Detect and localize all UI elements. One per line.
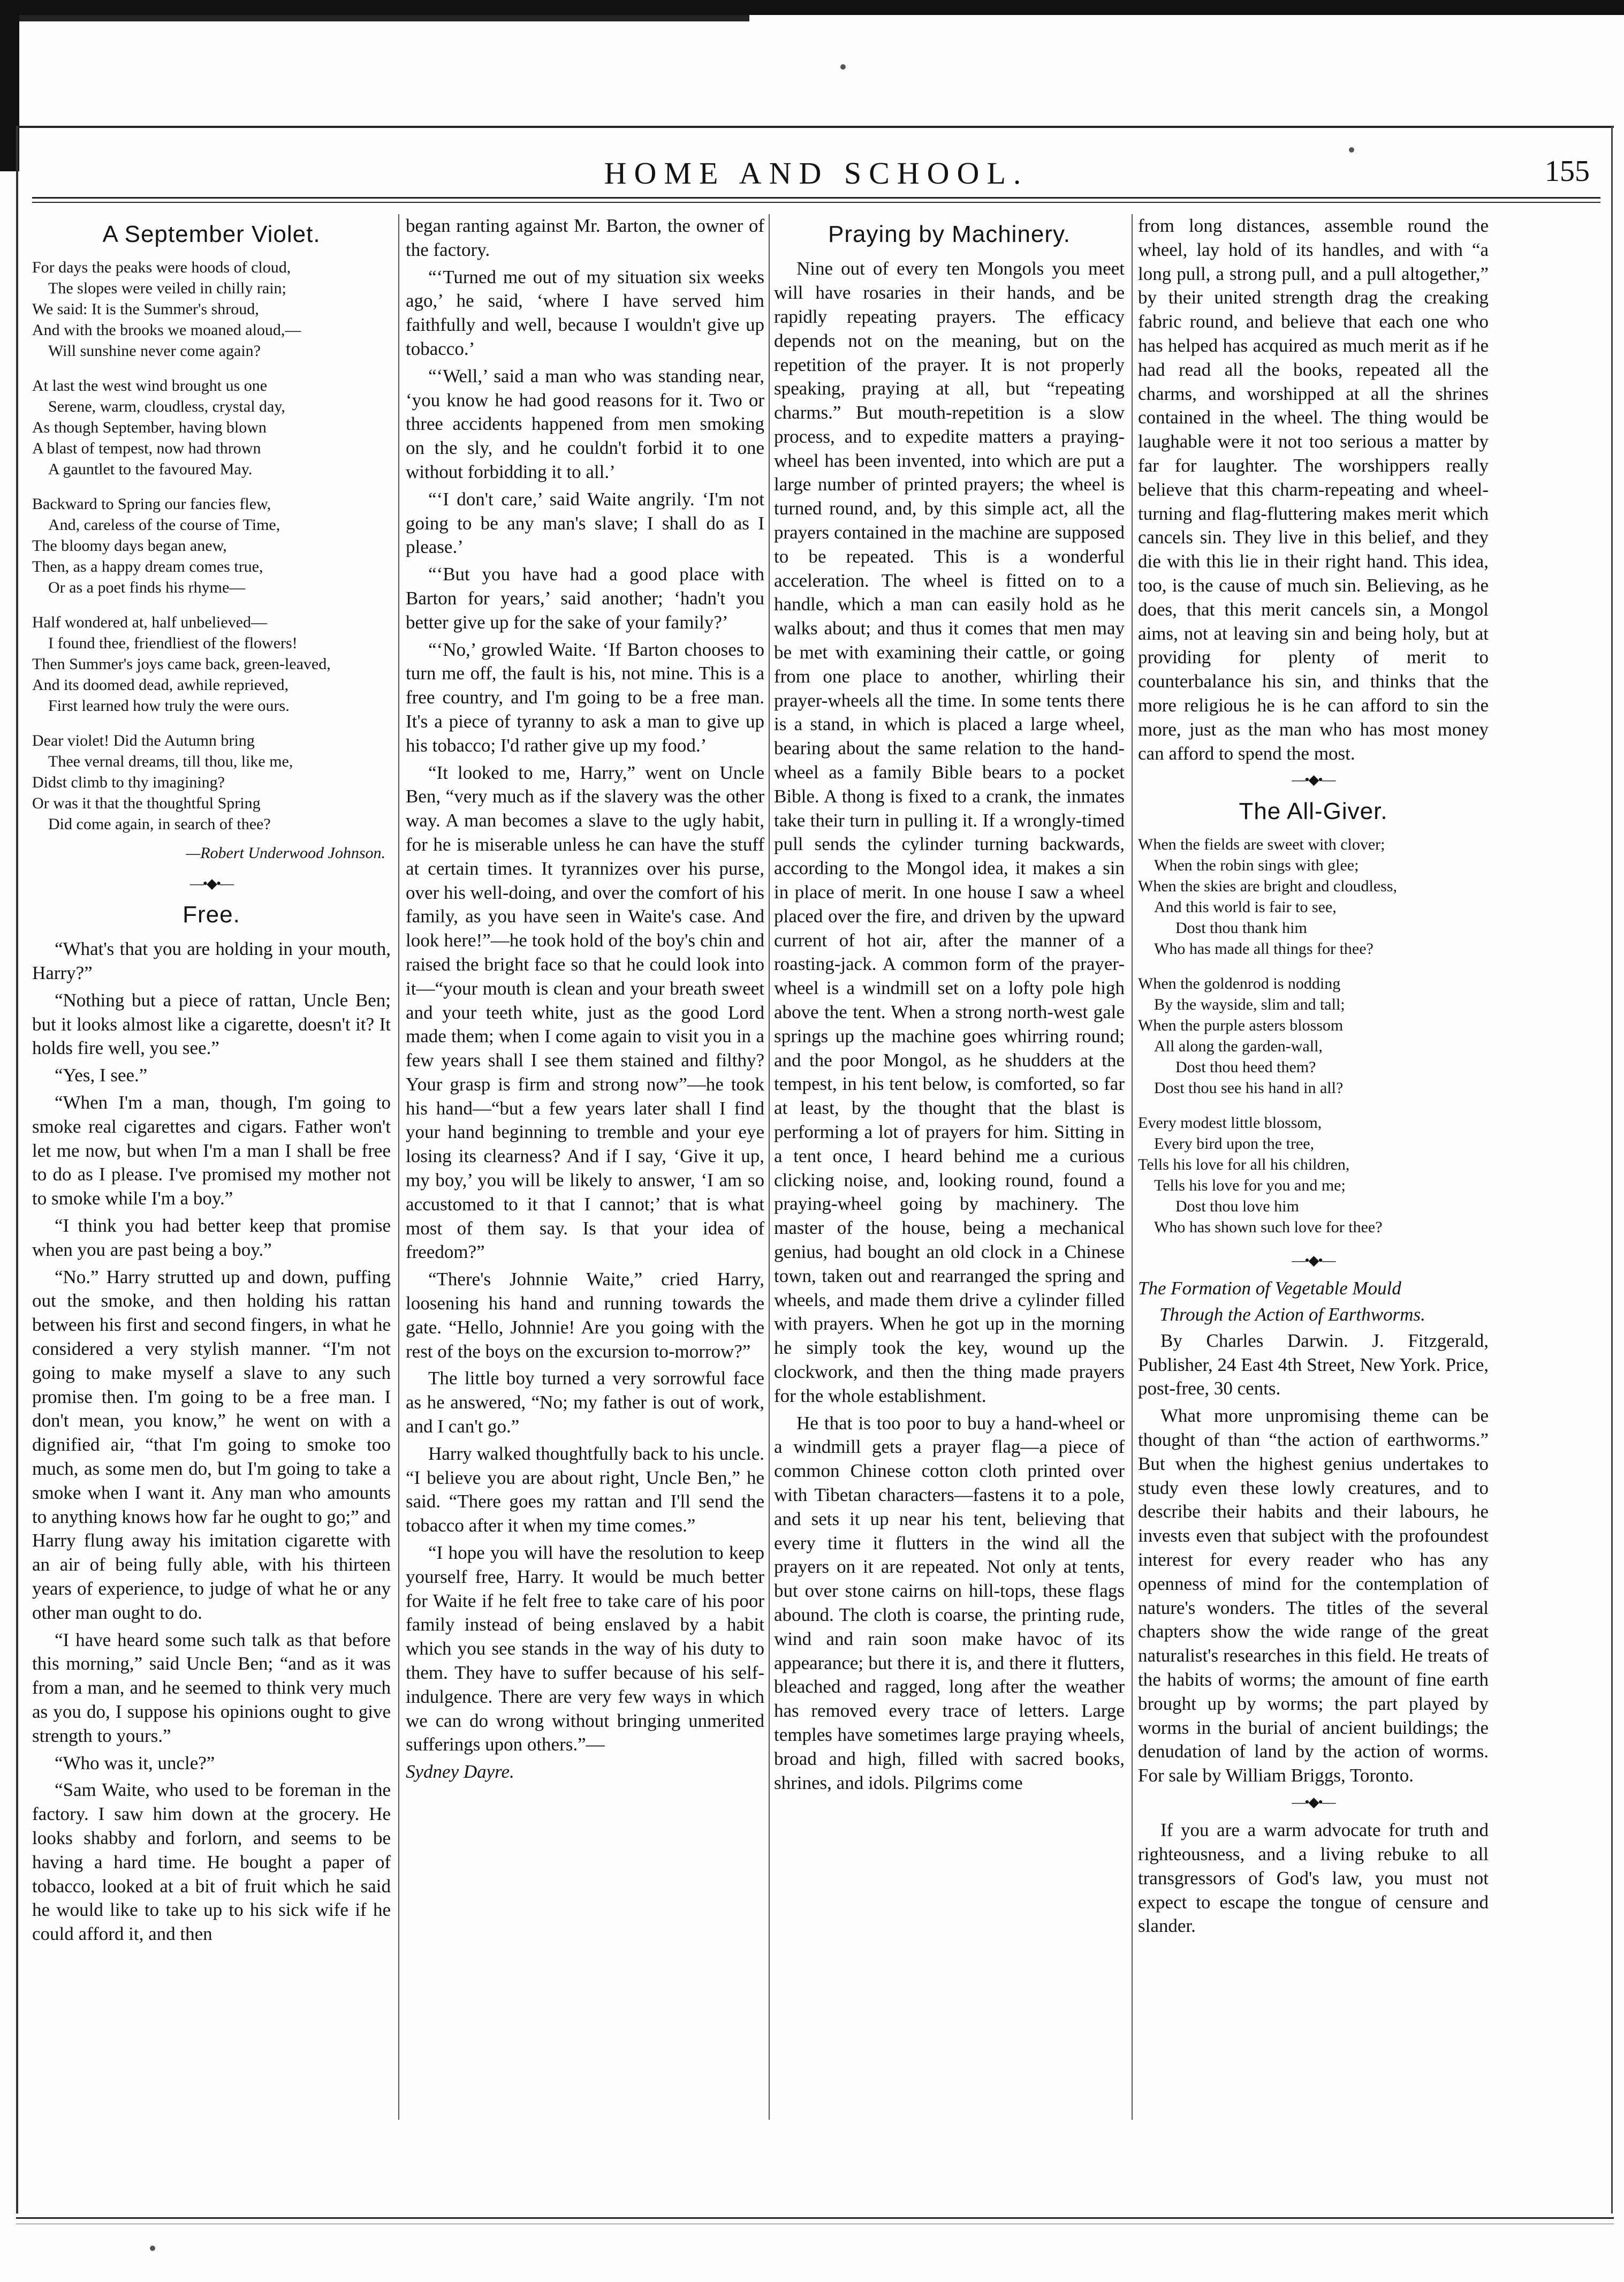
paragraph: “I hope you will have the resolution to keep yourself free, Harry. It would be much better for Waite if he felt free to take care of his poor family instead of being enslaved by a habit which you see stands in the way of his duty to them. They have to suffer because of his self-indulgence. There are very few ways in which we can do wrong without bringing unmerited sufferings upon others.”— (406, 1542, 764, 1755)
poem-line: Tells his love for all his children, (1138, 1155, 1350, 1173)
scan-speck (150, 2246, 155, 2251)
paragraph: “Who was it, uncle?” (55, 1752, 215, 1773)
poem-line: Every modest little blossom, (1138, 1113, 1322, 1132)
poem-line: As though September, having blown (32, 419, 267, 437)
poem-line: We said: It is the Summer's shroud, (32, 300, 259, 319)
paragraph: Nine out of every ten Mongols you meet will have rosaries in their hands, and be rapidly repeating prayers. The efficacy depends not on the meaning, but on the repetition of the prayer. It is not properly speaking, praying at all, but “repeating charms.” But mouth-repetition is a slow process, and to expedite matters a praying-wheel has been invented, into which are put a large number of printed prayers; the wheel is turned round, and, by this simple act, all the prayers contained in the machine are supposed to be repeated. This is a wonderful acceleration. The wheel is fitted on to a handle, which a man can easily hold as he walks about; and thus it comes that men may be met with examining their cattle, or going from one place to another, whirling their prayer-wheels all the time. In some tents there is a stand, in which is placed a large wheel, bearing about the same relation to the hand-wheel as a family Bible bears to a pocket Bible. A thong is fixed to a crank, the inmates take their turn in pulling it. If a wrongly-timed pull sends the cylinder turning backwards, according to the Mongol idea, it makes a sin in place of merit. In one house I saw a wheel placed over the fire, and driven by the upward current of hot air, after the manner of a roasting-jack. A common form of the prayer-wheel is a windmill set on a lofty pole high above the tent. When a strong north-west gale springs up the machine goes whirring round; and the poor Mongol, as he shudders at the tempest, in his tent below, is comforted, so far at least, by the thought that the blast is performing a lot of prayers for him. Sitting in a tent once, I heard behind me a curious clicking noise, and, looking round, found a praying-wheel going by machinery. The master of the house, being a mechanical genius, had bought an old clock in a Chinese town, taken out and rearranged the spring and wheels, and made them drive a cylinder filled with prayers. When he got up in the morning he simply took the key, wound up the clockwork, and then the thing made prayers for the whole establishment. (774, 258, 1125, 1406)
poem-line: And this world is fair to see, (1154, 898, 1337, 916)
paragraph: “‘Turned me out of my situation six weeks ago,’ he said, ‘where I have served him faithfully and well, because I wouldn't give up tobacco.’ (406, 266, 764, 359)
poem-title: The All-Giver. (1239, 798, 1388, 824)
page-frame-left (16, 126, 18, 2213)
paragraph: Harry walked thoughtfully back to his uncle. “I believe you are about right, Uncle Ben,” he said. “There goes my rattan and I'll send the tobacco after it when my time comes.” (406, 1443, 764, 1536)
paragraph: “‘No,’ growled Waite. ‘If Barton chooses to turn me off, the fault is his, not mine. This is a free country, and I'm going to be a free man. It's a piece of tyranny to ask a man to give up his tobacco; I'd rather give up my food.’ (406, 639, 764, 756)
paragraph: “No.” Harry strutted up and down, puffing out the smoke, and then holding his rattan between his first and second fingers, in what he considered a very stylish manner. “I'm not going to make myself a slave to any such promise then. I'm going to be a free man. I don't mean, you know,” he went on with a dignified air, “that I'm going to smoke too much, as some men do, but I'm going to take a smoke when I want it. Any man who amounts to anything knows how far he ought to go;” and Harry flung away his imitation cigarette with an air of being fully able, with his thirteen years of experience, to judge of what he or any other man ought to do. (32, 1266, 391, 1623)
scan-top-edge-shadow (0, 15, 749, 21)
story-byline: Sydney Dayre. (406, 1761, 514, 1783)
column-divider (769, 214, 770, 2120)
paragraph: He that is too poor to buy a hand-wheel or a windmill gets a prayer flag—a piece of common Chinese cotton cloth printed over with Tibetan characters—fastens it to a pole, and sets it up near his tent, believing that every time it flutters in the wind all the prayers on it are repeated. Not only at tents, but over stone cairns on hill-tops, these flags abound. The cloth is coarse, the printing rude, wind and rain soon make havoc of its appearance; but there it is, and there it flutters, bleached and ragged, long after the weather has removed every trace of letters. Large temples have sometimes large praying wheels, broad and high, filled with sacred books, shrines, and idols. Pilgrims come (774, 1412, 1125, 1793)
column-3 (774, 214, 1125, 1798)
scan-speck (1349, 147, 1354, 153)
paragraph: “Yes, I see.” (55, 1065, 148, 1086)
paragraph: “‘Well,’ said a man who was standing near, ‘you know he had good reasons for it. Two or three accidents happened from men smoking on the sly, and he couldn't forbid it to one without forbidding it to all.’ (406, 365, 764, 482)
poem-line: A gauntlet to the favoured May. (48, 460, 253, 479)
page-number: 155 (1545, 155, 1590, 188)
poem-line: Did come again, in search of thee? (48, 815, 271, 833)
running-title: HOME AND SCHOOL. (604, 156, 1029, 191)
column-divider (398, 214, 399, 2120)
poem-line: All along the garden-wall, (1154, 1037, 1323, 1055)
paragraph: “It looked to me, Harry,” went on Uncle Ben, “very much as if the slavery was the other way. A man becomes a slave to the ugly habit, for he is miserable unless he can have the stuff at certain times. It tyrannizes over his purse, over his well-doing, and over the comfort of his family, as you have seen in Waite's case. And look here!”—he took hold of the boy's chin and raised the bright face so that he could look into it—“your mouth is clean and your breath sweet and your teeth white, just as the good Lord made them; when I come again to visit you in a few years shall I see them stained and filthy? Your grasp is firm and strong now”—he took his hand—“but a few years later shall I find your hand beginning to tremble and your eye losing its clearness? And if I say, ‘Give it up, my boy,’ you will be likely to answer, ‘I am so accustomed to it that I cannot;’ that is what most of them say. Is that your idea of freedom?” (406, 762, 764, 1263)
poem-line: Then, as a happy dream comes true, (32, 558, 263, 576)
poem-attribution: —Robert Underwood Johnson. (186, 844, 385, 862)
header-rule (32, 197, 1600, 203)
poem-all-giver (1138, 834, 1489, 1238)
poem-september-violet (32, 257, 391, 835)
book-title: The Formation of Vegetable Mould (1138, 1278, 1401, 1299)
poem-line: When the skies are bright and cloudless, (1138, 877, 1398, 895)
poem-line: The slopes were veiled in chilly rain; (48, 279, 286, 298)
poem-line: For days the peaks were hoods of cloud, (32, 259, 291, 277)
poem-line: Backward to Spring our fancies flew, (32, 495, 271, 513)
poem-line: Dear violet! Did the Autumn bring (32, 732, 255, 750)
poem-line: Didst climb to thy imagining? (32, 774, 225, 792)
poem-line: When the fields are sweet with clover; (1138, 835, 1385, 853)
poem-line: By the wayside, slim and tall; (1154, 995, 1345, 1013)
poem-stanza (32, 375, 391, 480)
poem-title: A September Violet. (102, 221, 321, 247)
paragraph: from long distances, assemble round the wheel, lay hold of its handles, and with “a long pull, a strong pull, and a pull altogether,” by their united strength drag the creaking fabric round, and believe that each one who has helped has acquired as much merit as if he had read all the books, repeated all the charms, and worshipped at all the shrines contained in the wheel. The thing would be laughable were it not too serious a matter by far for laughter. The worshippers really believe that this charm-repeating and wheel-turning and flag-fluttering makes merit which cancels sin. They live in this belief, and they die with this lie in their right hand. This idea, too, is the cause of much sin. Believing, as he does, that this merit cancels sin, a Mongol aims, not at leaving sin and being holy, but at providing for plenty of merit to counterbalance his sin, and thinks that the more religious he is he can afford to sin the more, just as the man who has most money can afford to spend the most. (1138, 215, 1489, 764)
page-header (32, 150, 1600, 193)
poem-line: Who has made all things for thee? (1154, 939, 1373, 958)
section-ornament: —•◆•— (1292, 772, 1335, 788)
paragraph: “Nothing but a piece of rattan, Uncle Ben; but it looks almost like a cigarette, doesn't it? It holds fire well, you see.” (32, 989, 391, 1059)
poem-stanza (32, 730, 391, 835)
closing-paragraph: If you are a warm advocate for truth and righteousness, and a living rebuke to all transgressors of God's law, you must not expect to escape the tongue of censure and slander. (1138, 1819, 1489, 1937)
poem-line: The bloomy days began anew, (32, 537, 227, 555)
poem-line: Tells his love for you and me; (1154, 1176, 1346, 1194)
book-details: By Charles Darwin. J. Fitzgerald, Publisher, 24 East 4th Street, New York. Price, post-free, 30 cents. (1138, 1330, 1489, 1399)
poem-line: Dost thou love him (1175, 1197, 1299, 1215)
paragraph: “When I'm a man, though, I'm going to smoke real cigarettes and cigars. Father won't let me now, but when I'm a man I shall be free to do as I please. I've promised my mother not to smoke while I'm a boy.” (32, 1092, 391, 1209)
poem-line: When the robin sings with glee; (1154, 856, 1359, 874)
poem-line: And its doomed dead, awhile reprieved, (32, 676, 289, 694)
poem-stanza (1138, 973, 1489, 1098)
poem-line: When the purple asters blossom (1138, 1016, 1344, 1034)
poem-line: At last the west wind brought us one (32, 377, 268, 395)
section-ornament: —•◆•— (1292, 1794, 1335, 1810)
poem-line: First learned how truly the were ours. (48, 697, 290, 715)
poem-line: And, careless of the course of Time, (48, 516, 280, 534)
column-2 (406, 214, 764, 1787)
paragraph: The little boy turned a very sorrowful face as he answered, “No; my father is out of work, and I can't go.” (406, 1368, 764, 1437)
section-ornament: —•◆•— (189, 875, 233, 891)
column-4 (1138, 214, 1489, 1942)
poem-stanza (1138, 1112, 1489, 1238)
poem-line: A blast of tempest, now had thrown (32, 439, 261, 458)
poem-line: Who has shown such love for thee? (1154, 1218, 1383, 1236)
poem-line: I found thee, friendliest of the flowers! (48, 634, 298, 653)
poem-line: And with the brooks we moaned aloud,— (32, 321, 301, 339)
paragraph: “I think you had better keep that promise when you are past being a boy.” (32, 1215, 391, 1260)
paragraph: began ranting against Mr. Barton, the owner of the factory. (406, 215, 764, 260)
poem-line: Thee vernal dreams, till thou, like me, (48, 753, 293, 771)
poem-line: Will sunshine never come again? (48, 342, 261, 360)
poem-line: Then Summer's joys came back, green-leaved, (32, 655, 331, 673)
poem-line: Every bird upon the tree, (1154, 1134, 1315, 1153)
paragraph: “Sam Waite, who used to be foreman in the factory. I saw him down at the grocery. He looks shabby and forlorn, and seems to be having a hard time. He bought a paper of tobacco, looked at a bit of fruit which he said he would like to take up to his sick wife if he could afford it, and then (32, 1779, 391, 1945)
poem-line: Half wondered at, half unbelieved— (32, 613, 267, 632)
page-frame-right (1611, 126, 1613, 2213)
book-review: What more unpromising theme can be thought of than “the action of earthworms.” But when the highest genius undertakes to study even these lowly creatures, and to describe their habits and their labours, he invests even that subject with the profoundest interest for every reader who has any openness of mind for the contemplation of nature's wonders. The titles of the several chapters show the wide range of the great naturalist's researches in this field. He treats of the habits of worms; the amount of fine earth brought up by worms; the part played by worms in the burial of ancient buildings; the denudation of land by the action of worms. For sale by William Briggs, Toronto. (1138, 1405, 1489, 1786)
paragraph: “‘I don't care,’ said Waite angrily. ‘I'm not going to be any man's slave; I shall do as I please.’ (406, 488, 764, 558)
paragraph: “There's Johnnie Waite,” cried Harry, loosening his hand and running towards the gate. “Hello, Johnnie! Are you going with the rest of the boys on the excursion to-morrow?” (406, 1269, 764, 1362)
poem-line: Dost thou thank him (1175, 919, 1307, 937)
poem-stanza (1138, 834, 1489, 959)
poem-line: When the goldenrod is nodding (1138, 974, 1341, 992)
paragraph: “‘But you have had a good place with Barton for years,’ said another; ‘hadn't you better give up for the sake of your family?’ (406, 564, 764, 633)
poem-line: Dost thou heed them? (1175, 1058, 1316, 1076)
story-title: Free. (183, 901, 240, 928)
scan-top-edge (0, 0, 1624, 15)
poem-line: Or as a poet finds his rhyme— (48, 579, 246, 597)
page-frame-top (16, 126, 1614, 128)
poem-line: Dost thou see his hand in all? (1154, 1079, 1344, 1097)
column-divider (1132, 214, 1133, 2120)
article-title: Praying by Machinery. (828, 221, 1071, 247)
section-ornament: —•◆•— (1292, 1252, 1335, 1268)
scan-speck (840, 64, 846, 70)
poem-line: Or was it that the thoughtful Spring (32, 794, 261, 813)
column-1 (32, 214, 391, 1950)
paragraph: “I have heard some such talk as that before this morning,” said Uncle Ben; “and as it was from a man, and he seemed to think very much as you do, I suppose his opinions ought to give strength to yours.” (32, 1629, 391, 1746)
poem-line: Serene, warm, cloudless, crystal day, (48, 398, 285, 416)
poem-stanza (32, 257, 391, 361)
page-frame-bottom (16, 2217, 1614, 2219)
poem-stanza (32, 612, 391, 716)
poem-stanza (32, 494, 391, 598)
book-title-line-2: Through the Action of Earthworms. (1159, 1303, 1425, 1325)
paragraph: “What's that you are holding in your mouth, Harry?” (32, 938, 391, 984)
